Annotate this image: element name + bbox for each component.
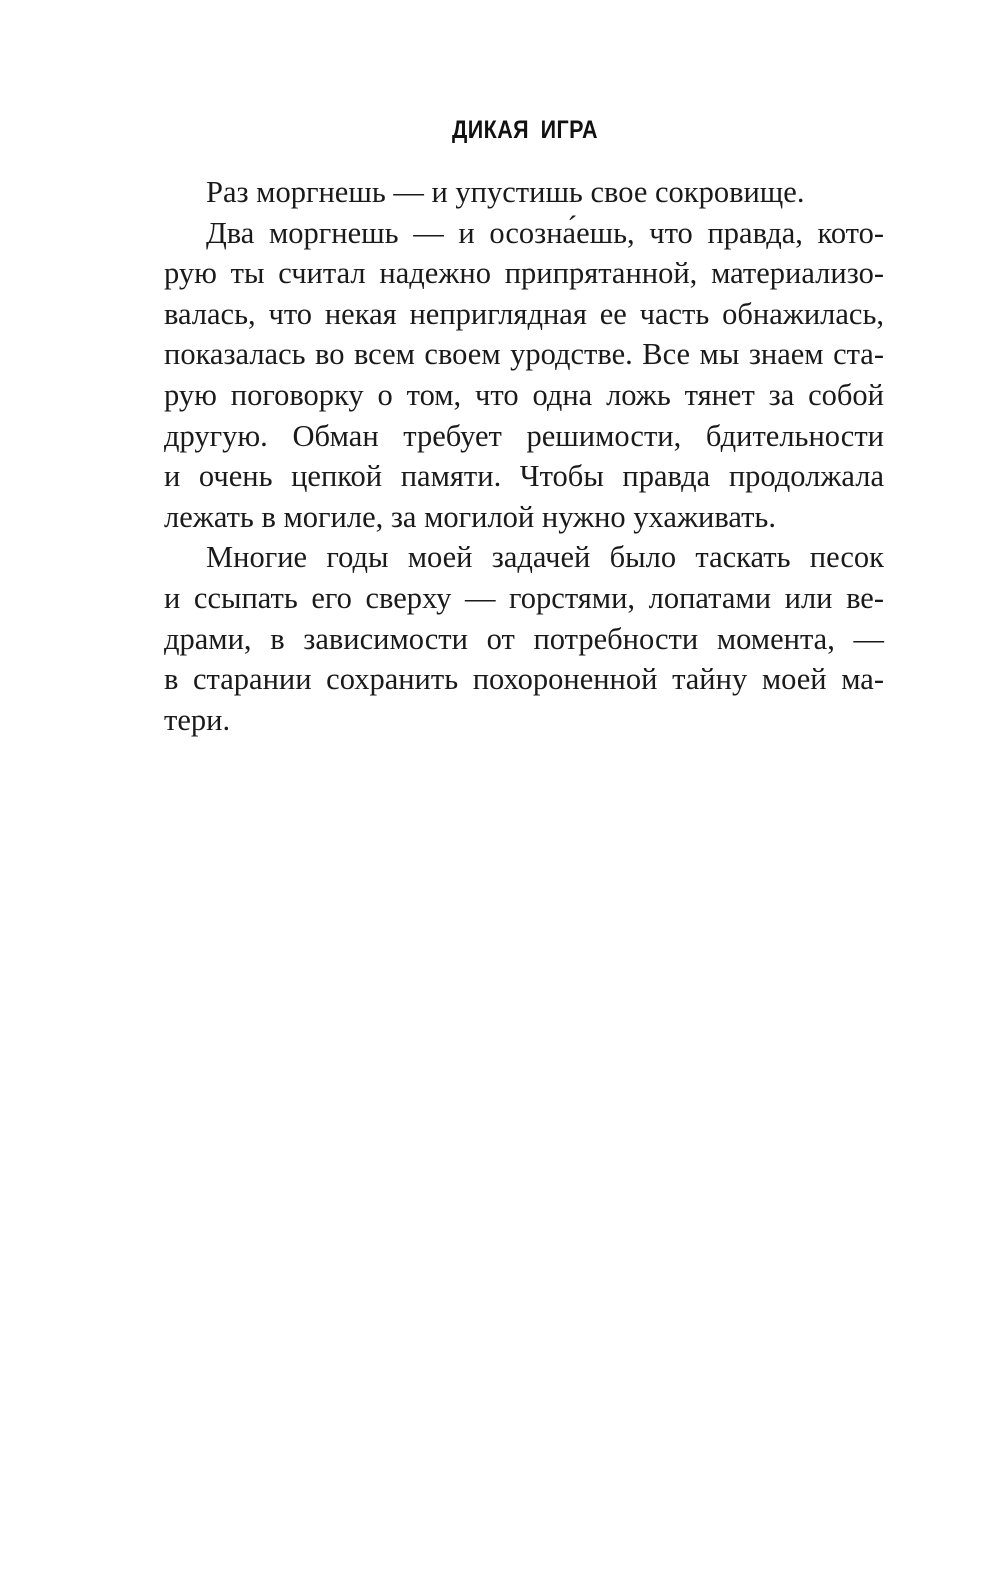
text-line: показалась во всем своем уродстве. Все мы знаем ста- [164,337,884,372]
text-line: драми, в зависимости от потребности момента, — [164,621,884,656]
paragraph-3 [164,537,884,740]
text-line: рую ты считал надежно припрятанной, материализо- [164,256,884,291]
body-text [164,172,884,740]
chapter-title: ДИКАЯ ИГРА [452,116,598,144]
text-line: лежать в могиле, за могилой нужно ухаживать. [164,499,776,534]
text-line: рую поговорку о том, что одна ложь тянет за собой [164,377,884,412]
text-line: Раз моргнешь — и упустишь свое сокровище. [206,175,805,209]
text-line: Многие годы моей задачей было таскать песок [206,540,884,575]
text-line: валась, что некая неприглядная ее часть обнажилась, [164,296,884,331]
text-line: и ссыпать его сверху — горстями, лопатами или ве- [164,580,884,615]
text-line: Два моргнешь — и осозна́ешь, что правда, кото- [206,215,884,250]
text-line: другую. Обман требует решимости, бдительности [164,418,884,453]
text-line: тери. [164,702,231,737]
text-line: и очень цепкой памяти. Чтобы правда продолжала [164,459,884,494]
paragraph-1 [164,172,884,213]
text-line: в старании сохранить похороненной тайну моей ма- [164,662,884,697]
paragraph-2 [164,213,884,538]
